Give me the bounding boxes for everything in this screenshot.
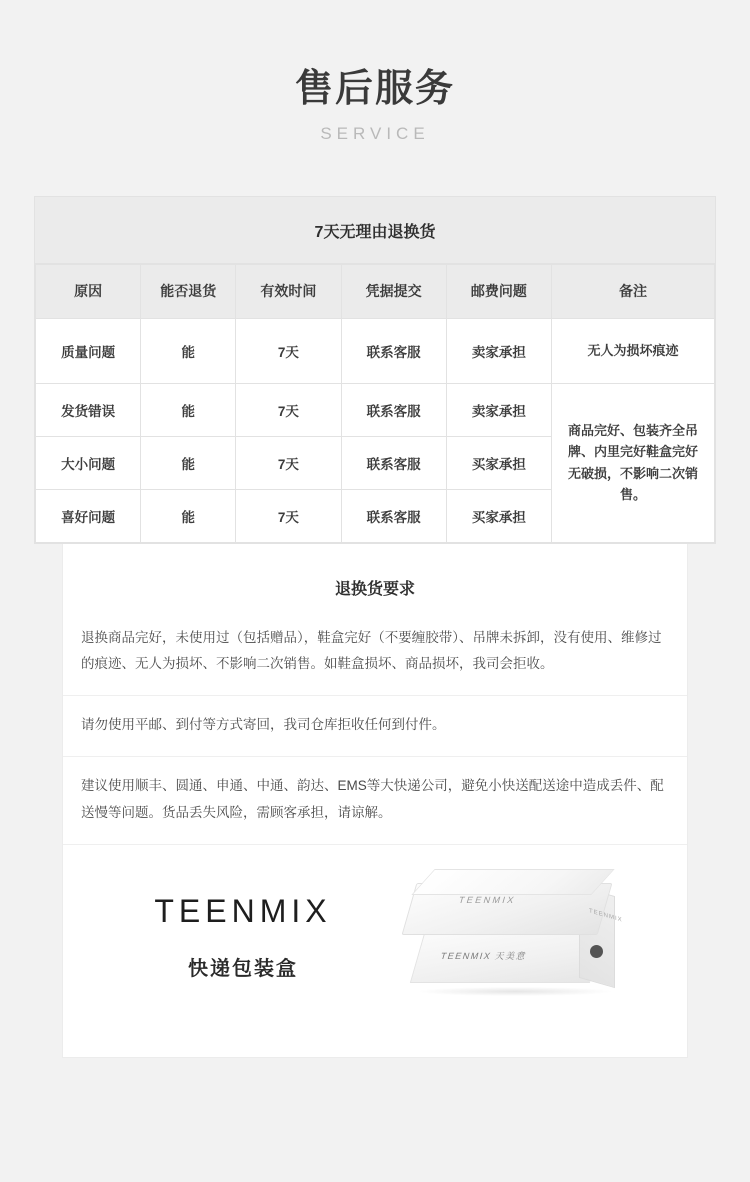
brand-block <box>118 893 368 981</box>
table-header-row <box>36 264 715 318</box>
column-header-shipping-fee: 邮费问题 <box>446 264 551 318</box>
brand-name: TEENMIX <box>154 893 332 930</box>
cell-returnable: 能 <box>141 383 236 436</box>
cell-proof: 联系客服 <box>341 383 446 436</box>
policy-table <box>35 264 715 543</box>
cell-note-merged: 商品完好、包装齐全吊牌、内里完好鞋盒完好无破损，不影响二次销售。 <box>551 383 714 542</box>
page-header <box>0 0 750 144</box>
page-title: 售后服务 <box>294 68 455 110</box>
page-subtitle: SERVICE <box>320 123 430 143</box>
box-lid-label: TEENMIX <box>457 895 518 906</box>
cell-returnable: 能 <box>141 489 236 542</box>
cell-proof: 联系客服 <box>341 489 446 542</box>
box-body-label: TEENMIX 天美意 <box>439 951 529 962</box>
requirement-paragraph: 请勿使用平邮、到付等方式寄回，我司仓库拒收任何到付件。 <box>63 695 687 756</box>
cell-reason: 质量问题 <box>36 318 141 383</box>
cell-shipping-fee: 买家承担 <box>446 436 551 489</box>
brand-package-section <box>63 844 687 1057</box>
box-lid-top <box>411 869 614 895</box>
column-header-reason: 原因 <box>36 264 141 318</box>
cell-shipping-fee: 买家承担 <box>446 489 551 542</box>
box-side-label: TEENMIX <box>589 908 623 924</box>
brand-package-label: 快递包装盒 <box>188 958 298 981</box>
cell-reason: 大小问题 <box>36 436 141 489</box>
cell-reason: 发货错误 <box>36 383 141 436</box>
column-header-returnable: 能否退货 <box>141 264 236 318</box>
cell-valid-time: 7天 <box>236 318 341 383</box>
box-shadow <box>419 987 611 996</box>
package-box-illustration <box>393 883 623 1023</box>
return-policy-table <box>34 196 716 544</box>
requirement-paragraph: 建议使用顺丰、圆通、申通、中通、韵达、EMS等大快递公司，避免小快送配送途中造成丢件、配送慢等问题。货品丢失风险，需顾客承担，请谅解。 <box>63 756 687 844</box>
table-row <box>36 318 715 383</box>
cell-valid-time: 7天 <box>236 383 341 436</box>
column-header-note: 备注 <box>551 264 714 318</box>
column-header-proof: 凭据提交 <box>341 264 446 318</box>
cell-proof: 联系客服 <box>341 436 446 489</box>
table-banner: 7天无理由退换货 <box>35 197 715 264</box>
cell-reason: 喜好问题 <box>36 489 141 542</box>
cell-valid-time: 7天 <box>236 436 341 489</box>
cell-shipping-fee: 卖家承担 <box>446 383 551 436</box>
table-row <box>36 383 715 436</box>
requirements-title: 退换货要求 <box>334 580 415 598</box>
cell-returnable: 能 <box>141 318 236 383</box>
cell-shipping-fee: 卖家承担 <box>446 318 551 383</box>
cell-proof: 联系客服 <box>341 318 446 383</box>
cell-valid-time: 7天 <box>236 489 341 542</box>
cell-returnable: 能 <box>141 436 236 489</box>
requirement-paragraph: 退换商品完好，未使用过（包括赠品），鞋盒完好（不要缠胶带）、吊牌未拆卸，没有使用、维修过的痕迹、无人为损坏、不影响二次销售。如鞋盒损坏、商品损坏，我司会拒收。 <box>81 629 662 671</box>
cell-note: 无人为损坏痕迹 <box>551 318 714 383</box>
column-header-valid-time: 有效时间 <box>236 264 341 318</box>
return-requirements-panel <box>62 544 688 1059</box>
box-handle-hole-icon <box>590 945 603 958</box>
